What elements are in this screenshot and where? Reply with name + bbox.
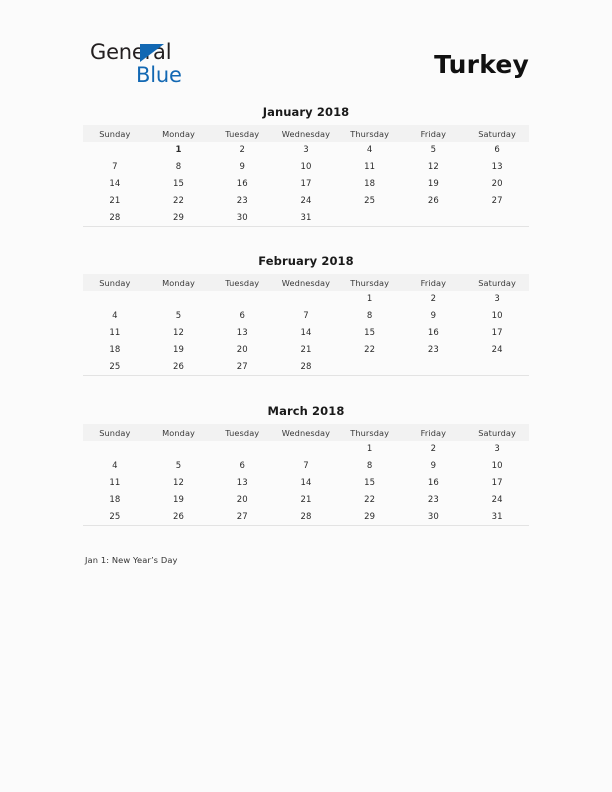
calendar-day[interactable]: 31 [465, 508, 529, 525]
calendar-day[interactable]: 24 [491, 344, 503, 355]
calendar-day[interactable]: 12 [173, 327, 185, 338]
calendar-day[interactable]: 2 [430, 294, 437, 305]
calendar-day[interactable]: 28 [83, 209, 147, 226]
calendar-day[interactable]: 6 [239, 461, 246, 472]
calendar-day-empty [402, 209, 466, 226]
weekday-monday: Monday [147, 125, 211, 142]
calendar-day[interactable]: 4 [366, 145, 373, 156]
calendar-day[interactable]: 3 [494, 294, 500, 305]
brand-name-general: General [90, 40, 172, 64]
weekday-saturday: Saturday [465, 424, 529, 441]
weekday-saturday: Saturday [465, 274, 529, 291]
calendar-day[interactable]: 4 [112, 311, 118, 322]
holiday-note-item: Jan 1: New Year’s Day [85, 555, 178, 565]
calendar-week-row [83, 491, 529, 508]
month-block-march [83, 404, 529, 526]
calendar-day-empty [83, 142, 147, 159]
calendar-day[interactable]: 16 [427, 327, 439, 338]
calendar-day[interactable]: 12 [427, 162, 439, 173]
calendar-day[interactable]: 15 [364, 327, 376, 338]
calendar-day[interactable]: 24 [491, 494, 503, 505]
weekday-thursday: Thursday [338, 125, 402, 142]
calendar-day[interactable]: 1 [366, 294, 373, 305]
weekday-wednesday: Wednesday [274, 125, 338, 142]
calendar-day[interactable]: 11 [364, 162, 376, 173]
weekday-header-row [83, 274, 529, 291]
calendar-day[interactable]: 9 [430, 311, 437, 322]
calendar-table [83, 274, 529, 376]
calendar-day[interactable]: 2 [430, 444, 437, 455]
calendar-day[interactable]: 4 [112, 461, 118, 472]
calendar-day[interactable]: 3 [303, 145, 309, 156]
calendar-day-empty [147, 441, 211, 458]
weekday-monday: Monday [147, 274, 211, 291]
calendar-week-row [83, 176, 529, 193]
weekday-sunday: Sunday [83, 125, 147, 142]
calendar-table [83, 424, 529, 526]
calendar-day[interactable]: 18 [364, 178, 376, 189]
calendar-day-empty [83, 441, 147, 458]
calendar-day-empty [147, 291, 211, 308]
calendar-day[interactable]: 23 [427, 344, 439, 355]
calendar-day-empty [83, 291, 147, 308]
calendar-day[interactable]: 5 [175, 311, 182, 322]
weekday-thursday: Thursday [338, 274, 402, 291]
calendar-day[interactable]: 18 [109, 494, 121, 505]
calendar-day[interactable]: 6 [239, 311, 246, 322]
calendar-day[interactable]: 19 [173, 494, 185, 505]
calendar-day[interactable]: 18 [109, 344, 121, 355]
calendar-day[interactable]: 30 [402, 508, 466, 525]
calendar-day[interactable]: 22 [364, 494, 376, 505]
calendar-week-row [83, 159, 529, 176]
calendar-day[interactable]: 23 [236, 195, 248, 206]
calendar-week-row [83, 341, 529, 358]
calendar-day-empty [210, 291, 274, 308]
calendar-day[interactable]: 29 [338, 508, 402, 525]
calendar-day[interactable]: 7 [303, 311, 309, 322]
calendar-body [83, 142, 529, 226]
weekday-header-row [83, 424, 529, 441]
calendar-week-row [83, 308, 529, 325]
calendar-day[interactable]: 12 [173, 477, 185, 488]
weekday-friday: Friday [402, 125, 466, 142]
calendar-body [83, 441, 529, 525]
calendar-day[interactable]: 11 [109, 327, 121, 338]
brand-logo[interactable] [90, 40, 280, 88]
weekday-friday: Friday [402, 274, 466, 291]
calendar-day[interactable]: 23 [427, 494, 439, 505]
triangle-right-icon [140, 44, 164, 62]
calendar-day[interactable]: 9 [239, 162, 246, 173]
month-block-february [83, 254, 529, 376]
calendar-week-row [83, 458, 529, 475]
calendar-day-empty [210, 441, 274, 458]
calendar-day[interactable]: 29 [147, 209, 211, 226]
calendar-week-row [83, 475, 529, 492]
calendar-day-empty [338, 358, 402, 375]
calendar-header [83, 125, 529, 142]
calendar-day[interactable]: 8 [175, 162, 182, 173]
calendar-day[interactable]: 13 [236, 477, 248, 488]
calendar-header [83, 274, 529, 291]
calendar-week-row [83, 192, 529, 209]
calendar-day[interactable]: 22 [364, 344, 376, 355]
calendar-day-empty [274, 291, 338, 308]
calendar-day[interactable]: 19 [173, 344, 185, 355]
calendar-day[interactable]: 20 [491, 178, 503, 189]
weekday-wednesday: Wednesday [274, 424, 338, 441]
calendar-day[interactable]: 26 [147, 508, 211, 525]
calendar-day[interactable]: 13 [236, 327, 248, 338]
page-header [0, 0, 612, 100]
calendar-day[interactable]: 14 [109, 178, 121, 189]
calendar-day[interactable]: 6 [494, 145, 500, 156]
weekday-thursday: Thursday [338, 424, 402, 441]
calendar-day[interactable]: 30 [210, 209, 274, 226]
month-title: March 2018 [267, 404, 345, 418]
calendar-day[interactable]: 24 [300, 195, 312, 206]
calendar-day[interactable]: 20 [236, 344, 248, 355]
month-title: February 2018 [258, 254, 354, 268]
calendar-day[interactable]: 25 [364, 195, 376, 206]
weekday-tuesday: Tuesday [210, 274, 274, 291]
calendar-day[interactable]: 14 [300, 327, 312, 338]
calendar-day[interactable]: 10 [300, 162, 312, 173]
calendar-day[interactable]: 27 [491, 195, 503, 206]
calendar-day-empty [465, 209, 529, 226]
brand-name-blue: Blue [136, 63, 182, 87]
calendar-day-empty [465, 358, 529, 375]
calendar-day[interactable]: 26 [427, 195, 439, 206]
calendar-day[interactable]: 28 [274, 358, 338, 375]
calendar-day[interactable]: 22 [173, 195, 185, 206]
calendar-day[interactable]: 5 [430, 145, 437, 156]
calendar-day[interactable]: 7 [112, 162, 118, 173]
calendar-day[interactable]: 31 [274, 209, 338, 226]
page-title: Turkey [434, 50, 529, 79]
calendar-day[interactable]: 17 [491, 477, 503, 488]
calendar-day[interactable]: 10 [491, 311, 503, 322]
calendar-day[interactable]: 21 [300, 494, 312, 505]
holiday-notes [85, 553, 535, 567]
calendar-day[interactable]: 8 [366, 311, 373, 322]
calendar-day[interactable]: 15 [173, 178, 185, 189]
calendar-week-row [83, 142, 529, 159]
calendar-day[interactable]: 17 [491, 327, 503, 338]
calendar-day[interactable]: 10 [491, 461, 503, 472]
calendar-day[interactable]: 20 [236, 494, 248, 505]
calendar-day[interactable]: 2 [239, 145, 246, 156]
calendar-day[interactable]: 1 [366, 444, 373, 455]
weekday-tuesday: Tuesday [210, 125, 274, 142]
calendar-day[interactable]: 14 [300, 477, 312, 488]
calendar-week-row [83, 508, 529, 525]
weekday-sunday: Sunday [83, 424, 147, 441]
calendar-week-row [83, 209, 529, 226]
calendar-day[interactable]: 21 [109, 195, 121, 206]
calendar-week-row [83, 291, 529, 308]
calendar-day-holiday[interactable]: 1 [175, 145, 182, 156]
calendar-day[interactable]: 8 [366, 461, 373, 472]
calendar-table [83, 125, 529, 227]
calendar-header [83, 424, 529, 441]
weekday-monday: Monday [147, 424, 211, 441]
calendar-week-row [83, 325, 529, 342]
calendar-day[interactable]: 17 [300, 178, 312, 189]
weekday-saturday: Saturday [465, 125, 529, 142]
calendar-day[interactable]: 25 [83, 358, 147, 375]
calendar-day[interactable]: 27 [210, 358, 274, 375]
calendar-week-row [83, 358, 529, 375]
calendar-day[interactable]: 28 [274, 508, 338, 525]
month-title: January 2018 [262, 105, 350, 119]
calendar-day[interactable]: 15 [364, 477, 376, 488]
weekday-friday: Friday [402, 424, 466, 441]
weekday-header-row [83, 125, 529, 142]
calendar-day[interactable]: 13 [491, 162, 503, 173]
calendar-body [83, 291, 529, 375]
calendar-day[interactable]: 5 [175, 461, 182, 472]
calendar-day[interactable]: 16 [427, 477, 439, 488]
calendar-day[interactable]: 16 [236, 178, 248, 189]
calendar-day[interactable]: 11 [109, 477, 121, 488]
calendar-day[interactable]: 26 [147, 358, 211, 375]
calendar-day[interactable]: 3 [494, 444, 500, 455]
calendar-day[interactable]: 21 [300, 344, 312, 355]
calendar-day-empty [274, 441, 338, 458]
calendar-day-empty [402, 358, 466, 375]
calendar-day-empty [338, 209, 402, 226]
calendar-day[interactable]: 19 [427, 178, 439, 189]
calendar-day[interactable]: 25 [83, 508, 147, 525]
calendar-week-row [83, 441, 529, 458]
month-block-january [83, 105, 529, 227]
weekday-sunday: Sunday [83, 274, 147, 291]
calendar-day[interactable]: 27 [210, 508, 274, 525]
calendar-day[interactable]: 9 [430, 461, 437, 472]
weekday-wednesday: Wednesday [274, 274, 338, 291]
weekday-tuesday: Tuesday [210, 424, 274, 441]
calendar-day[interactable]: 7 [303, 461, 309, 472]
